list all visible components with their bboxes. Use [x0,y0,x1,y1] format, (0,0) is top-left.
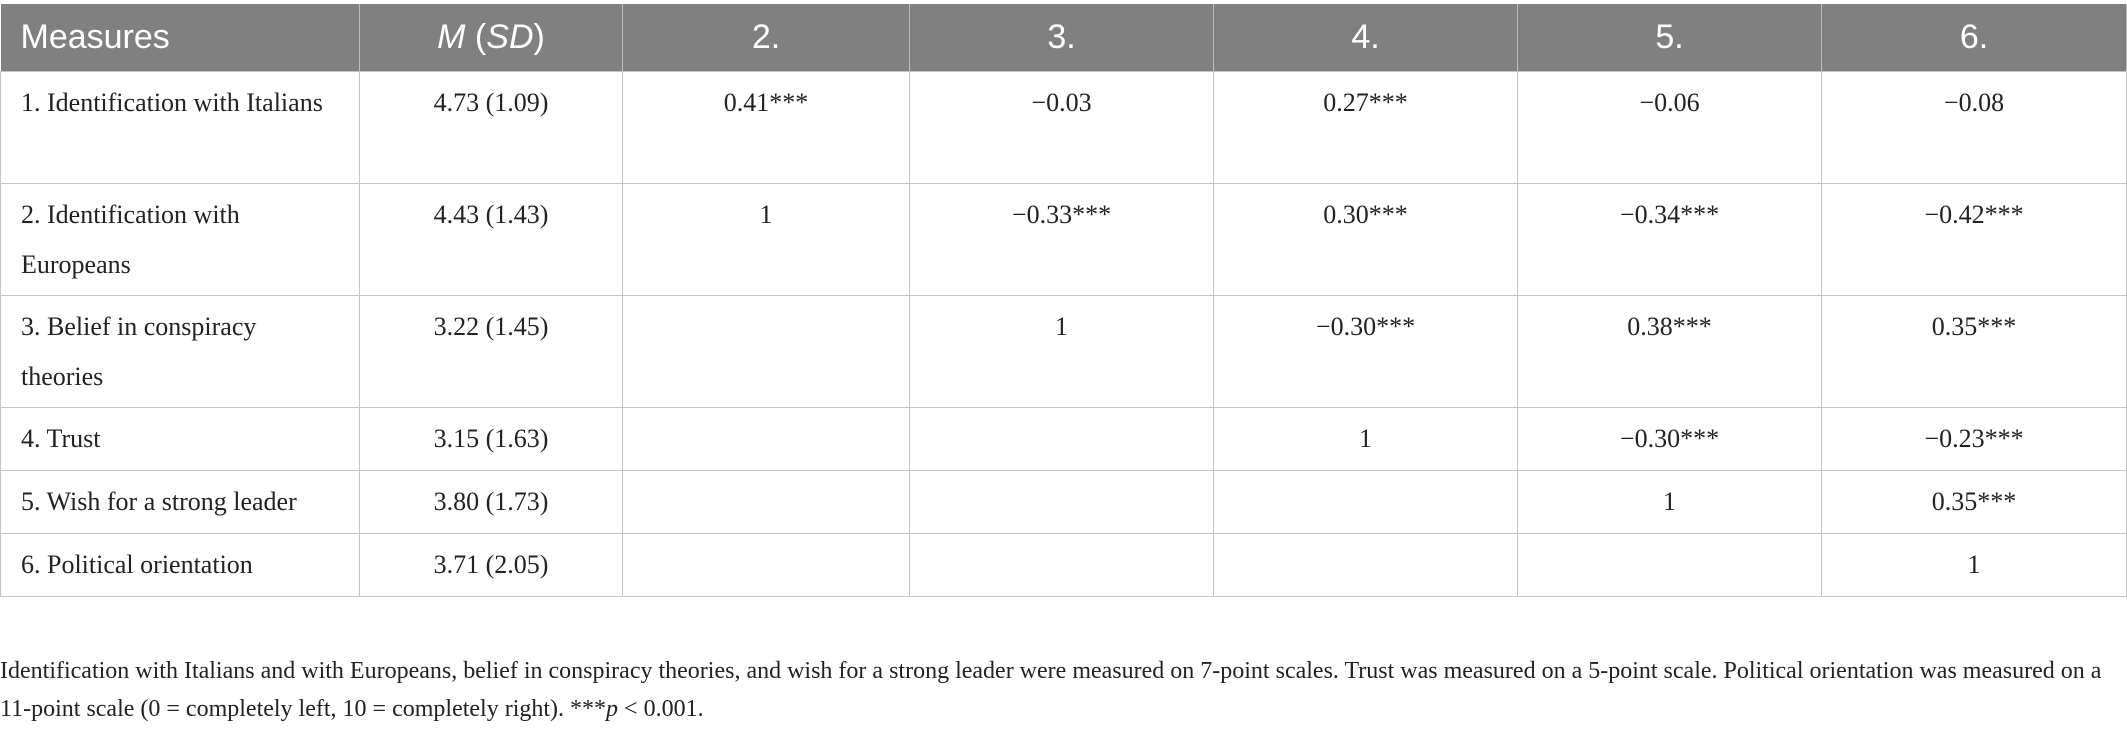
correlation-table-container [0,4,2127,597]
header-sd-letter: SD [486,18,534,56]
cell-col-2 [623,534,910,597]
footnote-text-before: Identification with Italians and with Europeans, belief in conspiracy theories, and wish for a strong leader were measured on 7-point scales. Trust was measured on a 5-point scale. Political orientation was measured on a 11-point scale (0 = completely left, 10 = completely right). *** [0,658,2102,722]
cell-mean-sd: 3.22 (1.45) [360,296,623,408]
footnote-p-letter: p [606,696,619,722]
header-m-letter: M [437,18,466,56]
cell-mean-sd: 3.15 (1.63) [360,408,623,471]
cell-col-2 [623,296,910,408]
header-col-6: 6. [1822,4,2127,72]
cell-col-6: 0.35*** [1822,296,2127,408]
cell-col-4: −0.30*** [1214,296,1518,408]
table-body [1,72,2127,597]
row-label: 3. Belief in conspiracy theories [1,296,360,408]
footnote-text-after: < 0.001. [618,696,704,722]
row-label: 5. Wish for a strong leader [1,471,360,534]
row-label: 2. Identification with Europeans [1,184,360,296]
table-row [1,408,2127,471]
row-label: 4. Trust [1,408,360,471]
cell-col-2: 0.41*** [623,72,910,184]
cell-mean-sd: 3.80 (1.73) [360,471,623,534]
header-sd-open: ( [465,18,487,56]
table-header [1,4,2127,72]
cell-col-6: 1 [1822,534,2127,597]
header-measures: Measures [1,4,360,72]
cell-col-3: 1 [910,296,1214,408]
table-row [1,471,2127,534]
cell-col-3 [910,408,1214,471]
table-row [1,296,2127,408]
cell-col-5: −0.34*** [1518,184,1822,296]
table-row [1,534,2127,597]
header-col-4: 4. [1214,4,1518,72]
cell-col-3 [910,471,1214,534]
cell-mean-sd: 4.73 (1.09) [360,72,623,184]
header-sd-close: ) [533,18,545,56]
row-label: 6. Political orientation [1,534,360,597]
table-row [1,72,2127,184]
cell-col-2 [623,408,910,471]
header-row [1,4,2127,72]
cell-col-3 [910,534,1214,597]
header-mean-sd [360,4,623,72]
cell-col-5: 1 [1518,471,1822,534]
cell-col-2: 1 [623,184,910,296]
header-col-5: 5. [1518,4,1822,72]
cell-col-4: 0.30*** [1214,184,1518,296]
cell-col-6: −0.23*** [1822,408,2127,471]
cell-col-6: −0.42*** [1822,184,2127,296]
cell-col-5: −0.30*** [1518,408,1822,471]
row-label: 1. Identification with Italians [1,72,360,184]
cell-mean-sd: 4.43 (1.43) [360,184,623,296]
cell-col-4: 1 [1214,408,1518,471]
table-footnote [0,652,2110,728]
cell-mean-sd: 3.71 (2.05) [360,534,623,597]
cell-col-5: −0.06 [1518,72,1822,184]
correlation-table [0,4,2127,597]
cell-col-6: −0.08 [1822,72,2127,184]
header-col-2: 2. [623,4,910,72]
cell-col-4 [1214,471,1518,534]
cell-col-2 [623,471,910,534]
cell-col-3: −0.03 [910,72,1214,184]
cell-col-5: 0.38*** [1518,296,1822,408]
cell-col-4: 0.27*** [1214,72,1518,184]
cell-col-3: −0.33*** [910,184,1214,296]
cell-col-6: 0.35*** [1822,471,2127,534]
cell-col-4 [1214,534,1518,597]
header-col-3: 3. [910,4,1214,72]
table-row [1,184,2127,296]
cell-col-5 [1518,534,1822,597]
